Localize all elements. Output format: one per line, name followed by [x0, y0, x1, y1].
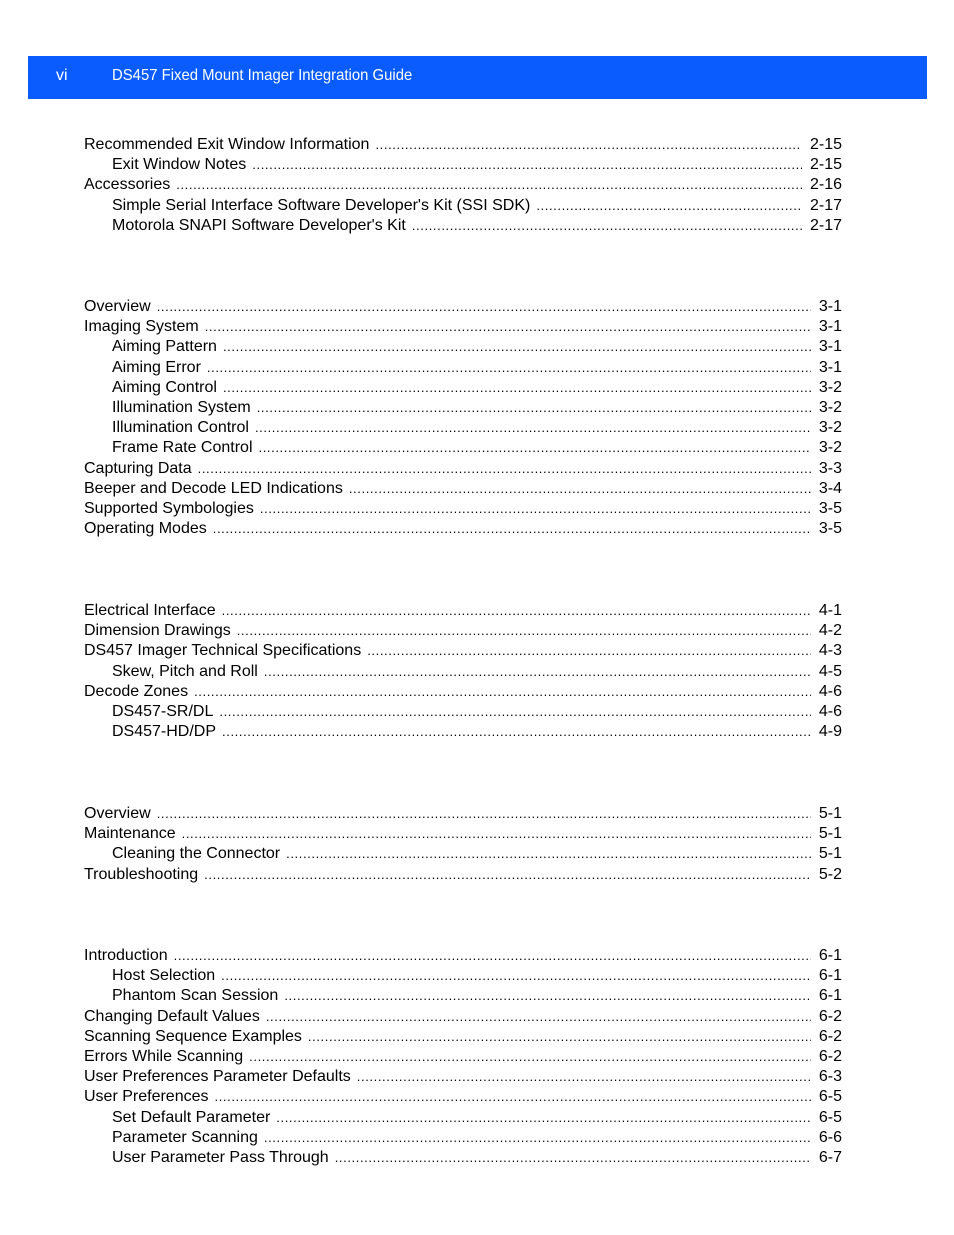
- toc-entry[interactable]: [112, 722, 842, 742]
- toc-leader-dots: [264, 662, 811, 682]
- toc-leader-dots: [205, 317, 811, 337]
- toc-entry[interactable]: [84, 1047, 842, 1067]
- toc-entry-title: Dimension Drawings: [84, 622, 231, 639]
- toc-entry-title: Parameter Scanning: [112, 1129, 258, 1146]
- toc-entry-title: Exit Window Notes: [112, 156, 247, 173]
- toc-leader-dots: [276, 1108, 811, 1128]
- toc-entry-page: 2-17: [809, 217, 842, 234]
- toc-entry-title: DS457-SR/DL: [112, 703, 214, 720]
- toc-entry-page: 6-1: [818, 987, 842, 1004]
- toc-entry[interactable]: [112, 155, 842, 175]
- toc-entry-page: 6-2: [818, 1008, 842, 1025]
- toc-entry[interactable]: [84, 601, 842, 621]
- toc-entry-page: 2-15: [809, 136, 842, 153]
- toc-leader-dots: [335, 1148, 811, 1168]
- toc-leader-dots: [257, 398, 811, 418]
- toc-entry[interactable]: [84, 479, 842, 499]
- toc-entry[interactable]: [84, 135, 842, 155]
- toc-leader-dots: [157, 804, 811, 824]
- toc-leader-dots: [412, 216, 802, 236]
- toc-leader-dots: [207, 358, 811, 378]
- toc-leader-dots: [222, 601, 811, 621]
- toc-entry-title: Errors While Scanning: [84, 1048, 244, 1065]
- toc-entry-title: DS457 Imager Technical Specifications: [84, 642, 362, 659]
- toc-entry-page: 4-6: [818, 703, 842, 720]
- toc-leader-dots: [375, 135, 802, 155]
- toc-leader-dots: [221, 966, 811, 986]
- toc-leader-dots: [157, 297, 811, 317]
- toc-entry-title: Operating Modes: [84, 520, 207, 537]
- toc-entry-page: 5-2: [818, 866, 842, 883]
- toc-entry-title: Electrical Interface: [84, 602, 216, 619]
- toc-leader-dots: [357, 1067, 811, 1087]
- toc-entry-page: 6-1: [818, 947, 842, 964]
- toc-entry-page: 6-3: [818, 1068, 842, 1085]
- toc-entry[interactable]: [112, 438, 842, 458]
- toc-entry[interactable]: [112, 378, 842, 398]
- toc-entry-page: 6-5: [818, 1088, 842, 1105]
- toc-leader-dots: [219, 702, 811, 722]
- toc-entry-title: Skew, Pitch and Roll: [112, 663, 258, 680]
- toc-entry[interactable]: [84, 641, 842, 661]
- toc-entry-title: Recommended Exit Window Information: [84, 136, 370, 153]
- toc-leader-dots: [176, 175, 802, 195]
- toc-entry[interactable]: [84, 175, 842, 195]
- toc-entry-title: Troubleshooting: [84, 866, 199, 883]
- page-header: [28, 56, 927, 99]
- toc-entry[interactable]: [84, 297, 842, 317]
- toc-entry[interactable]: [84, 1067, 842, 1087]
- toc-entry-page: 6-7: [818, 1149, 842, 1166]
- toc-entry-page: 3-1: [818, 318, 842, 335]
- toc-entry-page: 6-1: [818, 967, 842, 984]
- toc-entry[interactable]: [112, 398, 842, 418]
- toc-entry-title: Aiming Error: [112, 359, 201, 376]
- toc-entry-title: Overview: [84, 805, 151, 822]
- toc-leader-dots: [259, 438, 811, 458]
- toc-entry[interactable]: [84, 946, 842, 966]
- toc-leader-dots: [174, 946, 811, 966]
- toc-entry[interactable]: [112, 662, 842, 682]
- toc-entry-page: 3-3: [818, 460, 842, 477]
- toc-entry[interactable]: [112, 844, 842, 864]
- toc-entry-page: 3-1: [818, 359, 842, 376]
- toc-entry-page: 4-9: [818, 723, 842, 740]
- toc-entry-title: Host Selection: [112, 967, 216, 984]
- toc-entry-title: Set Default Parameter: [112, 1109, 271, 1126]
- toc-leader-dots: [182, 824, 811, 844]
- toc-entry-title: Introduction: [84, 947, 168, 964]
- toc-entry-title: User Preferences Parameter Defaults: [84, 1068, 351, 1085]
- toc-entry-title: Beeper and Decode LED Indications: [84, 480, 343, 497]
- toc-entry[interactable]: [84, 459, 842, 479]
- toc-leader-dots: [308, 1027, 811, 1047]
- toc-leader-dots: [284, 986, 811, 1006]
- toc-entry[interactable]: [112, 337, 842, 357]
- toc-entry-page: 3-5: [818, 520, 842, 537]
- toc-leader-dots: [204, 865, 811, 885]
- toc-entry-page: 2-17: [809, 197, 842, 214]
- toc-leader-dots: [266, 1007, 811, 1027]
- toc-leader-dots: [194, 682, 811, 702]
- toc-entry-page: 3-1: [818, 298, 842, 315]
- toc-entry-title: Overview: [84, 298, 151, 315]
- toc-entry-title: Aiming Control: [112, 379, 217, 396]
- toc-leader-dots: [349, 479, 811, 499]
- toc-leader-dots: [260, 499, 811, 519]
- toc-entry-title: Motorola SNAPI Software Developer's Kit: [112, 217, 406, 234]
- toc-entry-page: 6-5: [818, 1109, 842, 1126]
- toc-leader-dots: [252, 155, 802, 175]
- toc-entry-page: 4-1: [818, 602, 842, 619]
- toc-leader-dots: [255, 418, 811, 438]
- toc-entry-page: 3-5: [818, 500, 842, 517]
- header-page-number: vi: [56, 67, 68, 84]
- toc-entry-title: Accessories: [84, 176, 171, 193]
- toc-entry[interactable]: [84, 682, 842, 702]
- toc-entry-title: Cleaning the Connector: [112, 845, 281, 862]
- toc-entry[interactable]: [84, 804, 842, 824]
- toc-entry-title: Simple Serial Interface Software Developer's Kit (SSI SDK): [112, 197, 531, 214]
- toc-entry[interactable]: [84, 1007, 842, 1027]
- toc-leader-dots: [536, 196, 802, 216]
- toc-entry-title: Imaging System: [84, 318, 199, 335]
- toc-entry-page: 4-5: [818, 663, 842, 680]
- toc-entry-page: 3-1: [818, 338, 842, 355]
- toc-entry-page: 2-15: [809, 156, 842, 173]
- toc-entry-page: 4-3: [818, 642, 842, 659]
- toc-leader-dots: [215, 1087, 811, 1107]
- toc-entry-title: Illumination System: [112, 399, 251, 416]
- toc-entry[interactable]: [84, 1087, 842, 1107]
- toc-entry[interactable]: [112, 702, 842, 722]
- toc-entry-title: Capturing Data: [84, 460, 192, 477]
- toc-entry[interactable]: [112, 1148, 842, 1168]
- toc-leader-dots: [223, 378, 811, 398]
- toc-entry[interactable]: [84, 865, 842, 885]
- toc-entry-title: DS457-HD/DP: [112, 723, 217, 740]
- toc-entry-page: 4-2: [818, 622, 842, 639]
- toc-leader-dots: [286, 844, 811, 864]
- toc-entry[interactable]: [112, 216, 842, 236]
- toc-entry[interactable]: [84, 1027, 842, 1047]
- toc-entry[interactable]: [84, 519, 842, 539]
- toc-leader-dots: [213, 519, 811, 539]
- toc-entry-page: 3-2: [818, 379, 842, 396]
- toc-leader-dots: [367, 641, 811, 661]
- toc-entry-page: 6-6: [818, 1129, 842, 1146]
- toc-entry-page: 5-1: [818, 805, 842, 822]
- toc-entry-title: User Preferences: [84, 1088, 209, 1105]
- toc-entry-title: Illumination Control: [112, 419, 249, 436]
- toc-entry-title: Aiming Pattern: [112, 338, 217, 355]
- toc-entry[interactable]: [112, 1108, 842, 1128]
- toc-entry-page: 3-2: [818, 399, 842, 416]
- toc-entry-title: Changing Default Values: [84, 1008, 260, 1025]
- toc-entry[interactable]: [112, 418, 842, 438]
- toc-leader-dots: [264, 1128, 811, 1148]
- toc-entry-title: Scanning Sequence Examples: [84, 1028, 302, 1045]
- toc-entry-title: Phantom Scan Session: [112, 987, 279, 1004]
- toc-entry[interactable]: [84, 317, 842, 337]
- toc-entry-page: 5-1: [818, 825, 842, 842]
- toc-entry-page: 4-6: [818, 683, 842, 700]
- toc-entry[interactable]: [112, 196, 842, 216]
- header-document-title: DS457 Fixed Mount Imager Integration Guide: [112, 67, 413, 84]
- toc-entry[interactable]: [84, 824, 842, 844]
- toc-entry-title: User Parameter Pass Through: [112, 1149, 329, 1166]
- toc-entry-title: Decode Zones: [84, 683, 189, 700]
- toc-leader-dots: [249, 1047, 811, 1067]
- toc-entry[interactable]: [112, 1128, 842, 1148]
- toc-entry-title: Maintenance: [84, 825, 176, 842]
- toc-leader-dots: [223, 337, 811, 357]
- toc-entry[interactable]: [112, 966, 842, 986]
- toc-leader-dots: [198, 459, 811, 479]
- toc-entry-page: 3-2: [818, 419, 842, 436]
- toc-leader-dots: [237, 621, 811, 641]
- toc-entry-title: Supported Symbologies: [84, 500, 254, 517]
- toc-entry[interactable]: [112, 358, 842, 378]
- toc-entry-page: 3-2: [818, 439, 842, 456]
- toc-entry-page: 3-4: [818, 480, 842, 497]
- toc-leader-dots: [222, 722, 811, 742]
- toc-entry[interactable]: [84, 621, 842, 641]
- toc-entry[interactable]: [112, 986, 842, 1006]
- toc-entry-title: Frame Rate Control: [112, 439, 253, 456]
- toc-entry-page: 5-1: [818, 845, 842, 862]
- toc-entry-page: 6-2: [818, 1048, 842, 1065]
- toc-entry-page: 6-2: [818, 1028, 842, 1045]
- toc-entry-page: 2-16: [809, 176, 842, 193]
- toc-entry[interactable]: [84, 499, 842, 519]
